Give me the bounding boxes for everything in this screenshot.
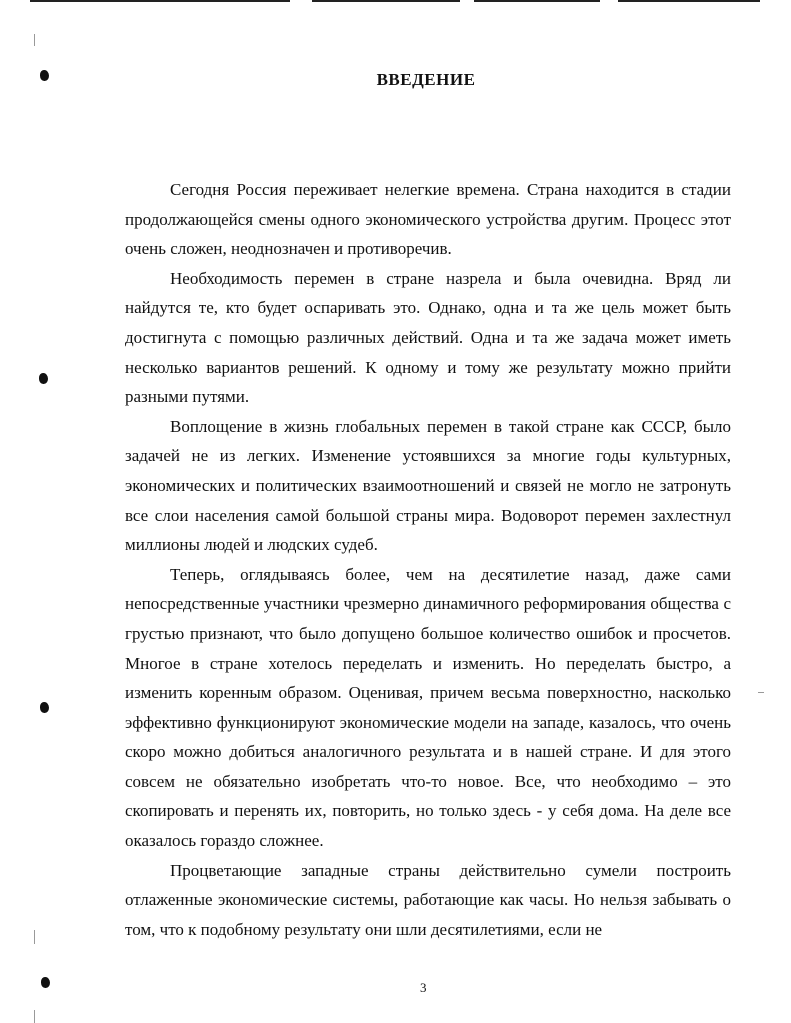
paragraph-1: Сегодня Россия переживает нелегкие времена. Страна находится в стадии продолжающейся смены одного экономического устройства другим. Процесс этот очень сложен, неоднозначен и противоречив. xyxy=(125,180,731,259)
paragraph-5: Процветающие западные страны действительно сумели построить отлаженные экономические системы, работающие как часы. Но нельзя забывать о том, что к подобному результату они шли десятилетиями, если не xyxy=(125,860,731,939)
page-heading: ВВЕДЕНИЕ xyxy=(376,70,476,89)
paragraph-2: Необходимость перемен в стране назрела и была очевидна. Вряд ли найдутся те, кто будет оспаривать это. Однако, одна и та же цель может быть достигнута с помощью различных действий. Одна и та же задача может иметь несколько вариантов решений. К одному и тому же результату можно прийти разными путями. xyxy=(125,268,731,407)
top-border-gap xyxy=(600,0,618,4)
scan-artifact xyxy=(34,34,35,46)
top-border-gap xyxy=(460,0,474,4)
scan-artifact xyxy=(34,1010,35,1023)
scan-artifact xyxy=(34,930,35,944)
paragraph-3: Воплощение в жизнь глобальных перемен в такой стране как СССР, было задачей не из легких. Изменение устоявшихся за многие годы культурных, экономических и политических взаимоотношений и связей не могло не затронуть все слои населения самой большой страны мира. Водоворот перемен захлестнул миллионы людей и людских судеб. xyxy=(125,416,731,555)
binding-hole-mark xyxy=(41,977,50,988)
binding-hole-mark xyxy=(39,373,48,384)
paragraph-4: Теперь, оглядываясь более, чем на десятилетие назад, даже сами непосредственные участники чрезмерно динамичного реформирования общества с грустью признают, что было допущено большое количество ошибок и просчетов. Многое в стране хотелось переделать и изменить. Но переделать быстро, а изменить коренным образом. Оценивая, причем весьма поверхностно, насколько эффективно функционируют экономические модели на западе, казалось, что очень скоро можно добиться аналогичного результата и в нашей стране. И для этого совсем не обязательно изобретать что-то новое. Все, что необходимо – это скопировать и перенять их, повторить, но только здесь - у себя дома. На деле все оказалось гораздо сложнее. xyxy=(125,564,731,851)
top-border-rule xyxy=(30,0,760,5)
document-body xyxy=(125,175,731,944)
page-number: 3 xyxy=(420,980,427,995)
binding-hole-mark xyxy=(40,702,49,713)
top-border-gap xyxy=(290,0,312,4)
scan-artifact xyxy=(758,692,764,693)
